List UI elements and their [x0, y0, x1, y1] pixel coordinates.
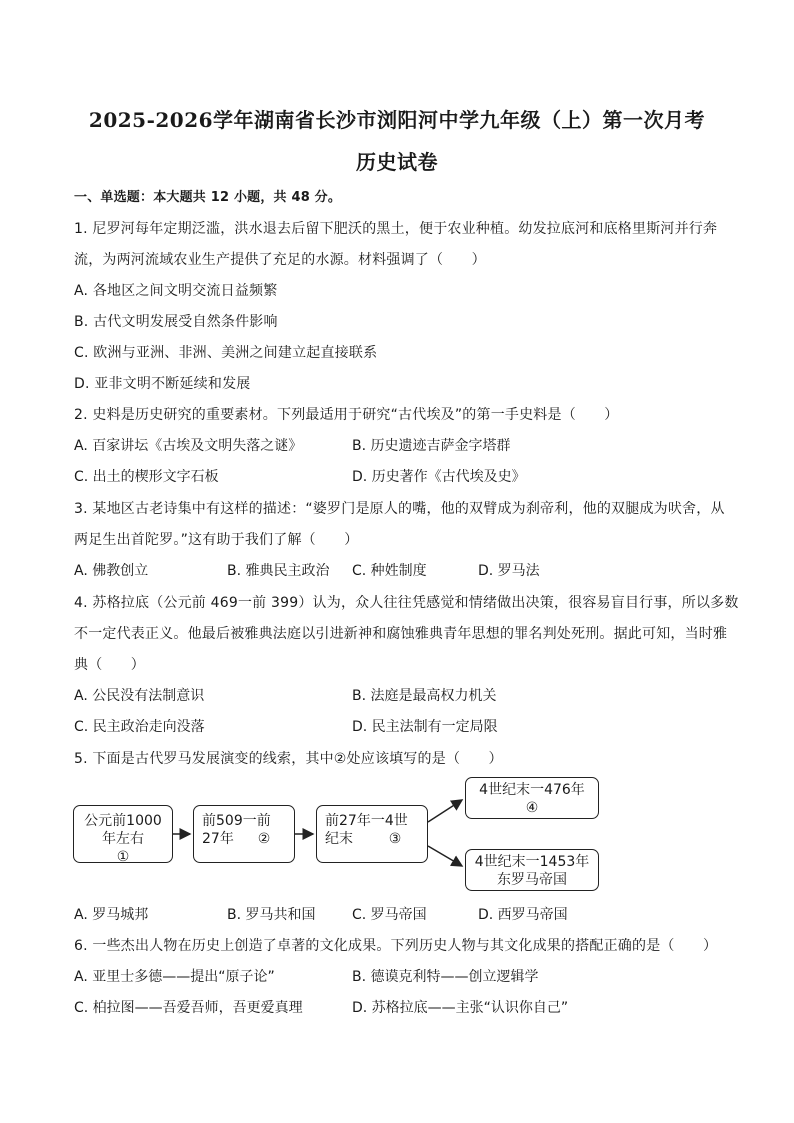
q5-option-b: B. 罗马共和国	[227, 907, 316, 923]
q3-stem-line2: 两足生出首陀罗。”这有助于我们了解（ ）	[74, 532, 359, 548]
q1-option-d: D. 亚非文明不断延续和发展	[74, 376, 251, 392]
q1-stem-line2: 流，为两河流域农业生产提供了充足的水源。材料强调了（ ）	[74, 252, 486, 268]
box5-mark: 东罗马帝国	[497, 872, 567, 888]
box2-text: 前509一前27年	[202, 813, 271, 847]
box5-text: 4世纪末一1453年	[474, 854, 590, 870]
q6-option-d: D. 苏格拉底——主张“认识你自己”	[352, 1000, 569, 1016]
q3-option-c: C. 种姓制度	[352, 563, 427, 579]
q1-option-a: A. 各地区之间文明交流日益频繁	[74, 283, 278, 299]
q4-stem-line1: 4. 苏格拉底（公元前 469一前 399）认为，众人往往凭感觉和情绪做出决策，很容易盲目行事，所以多数	[74, 595, 739, 611]
timeline-box-2	[193, 805, 295, 863]
q1-option-b: B. 古代文明发展受自然条件影响	[74, 314, 278, 330]
q3-stem-line1: 3. 某地区古老诗集中有这样的描述：“婆罗门是原人的嘴，他的双臂成为刹帝利，他的双腿成为吠舍，从	[74, 501, 725, 517]
box3-text: 前27年一4世纪末	[325, 813, 408, 847]
q4-option-b: B. 法庭是最高权力机关	[352, 688, 497, 704]
q1-stem-line1: 1. 尼罗河每年定期泛滥，洪水退去后留下肥沃的黑土，便于农业种植。幼发拉底河和底格里斯河并行奔	[74, 221, 718, 237]
box4-text: 4世纪末一476年	[479, 782, 585, 798]
timeline-box-5	[465, 849, 599, 891]
q2-option-b: B. 历史遗迹吉萨金字塔群	[352, 438, 511, 454]
q5-option-a: A. 罗马城邦	[74, 907, 149, 923]
q3-option-d: D. 罗马法	[478, 563, 540, 579]
box4-mark: ④	[525, 800, 539, 816]
q2-stem: 2. 史料是历史研究的重要素材。下列最适用于研究“古代埃及”的第一手史料是（ ）	[74, 407, 619, 423]
q4-option-c: C. 民主政治走向没落	[74, 719, 205, 735]
q5-option-d: D. 西罗马帝国	[478, 907, 568, 923]
box1-mark: ①	[116, 849, 130, 865]
q5-option-c: C. 罗马帝国	[352, 907, 427, 923]
q4-option-d: D. 民主法制有一定局限	[352, 719, 498, 735]
exam-title-line1: 2025-2026学年湖南省长沙市浏阳河中学九年级（上）第一次月考	[88, 108, 706, 132]
box2-mark: ②	[257, 831, 271, 847]
timeline-box-1	[73, 805, 173, 863]
q6-option-b: B. 德谟克利特——创立逻辑学	[352, 969, 539, 985]
q2-option-d: D. 历史著作《古代埃及史》	[352, 469, 526, 485]
box3-mark: ③	[388, 831, 402, 847]
q3-option-a: A. 佛教创立	[74, 563, 149, 579]
q5-stem: 5. 下面是古代罗马发展演变的线索，其中②处应该填写的是（ ）	[74, 751, 503, 767]
exam-title-line2: 历史试卷	[356, 150, 438, 174]
q4-option-a: A. 公民没有法制意识	[74, 688, 205, 704]
q6-option-c: C. 柏拉图——吾爱吾师，吾更爱真理	[74, 1000, 303, 1016]
arrow-3-4	[428, 800, 462, 822]
timeline-box-4	[465, 777, 599, 819]
q2-option-a: A. 百家讲坛《古埃及文明失落之谜》	[74, 438, 303, 454]
q6-option-a: A. 亚里士多德——提出“原子论”	[74, 969, 275, 985]
q3-option-b: B. 雅典民主政治	[227, 563, 330, 579]
q2-option-c: C. 出土的楔形文字石板	[74, 469, 219, 485]
box1-text: 公元前1000年左右	[84, 813, 162, 847]
q1-option-c: C. 欧洲与亚洲、非洲、美洲之间建立起直接联系	[74, 345, 378, 361]
q6-stem: 6. 一些杰出人物在历史上创造了卓著的文化成果。下列历史人物与其文化成果的搭配正确的是（ ）	[74, 938, 718, 954]
arrow-3-5	[428, 846, 462, 866]
timeline-box-3	[316, 805, 428, 863]
q4-stem-line2: 不一定代表正义。他最后被雅典法庭以引进新神和腐蚀雅典青年思想的罪名判处死刑。据此可知，当时雅	[74, 626, 728, 642]
section-heading: 一、单选题：本大题共 12 小题，共 48 分。	[74, 190, 342, 205]
q4-stem-line3: 典（ ）	[74, 657, 145, 673]
